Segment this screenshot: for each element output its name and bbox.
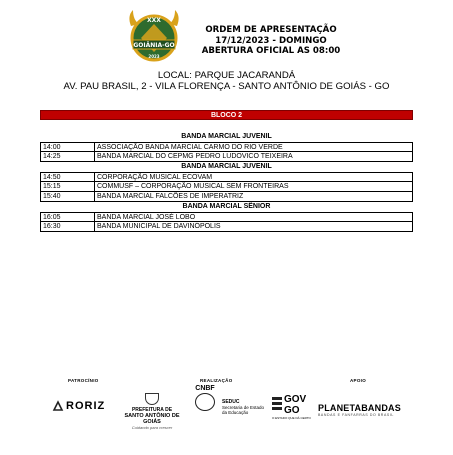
- row-time: 16:05: [41, 213, 95, 221]
- gov-stripes-icon: [272, 395, 284, 413]
- seduc-title: SEDUC: [222, 399, 240, 405]
- roriz-text: RORIZ: [66, 400, 106, 412]
- row-name: ASSOCIAÇÃO BANDA MARCIAL CARMO DO RIO VERDE: [97, 144, 283, 151]
- event-logo: [123, 6, 185, 68]
- section-title: BANDA MARCIAL JUVENIL: [181, 163, 272, 170]
- cnbf-logo: [192, 385, 218, 411]
- header-line-1: ORDEM DE APRESENTAÇÃO: [205, 25, 337, 35]
- gov-go-text: GOV GO: [284, 394, 307, 416]
- row-time: 15:15: [41, 182, 95, 191]
- seduc-logo: [222, 400, 264, 416]
- roriz-mark-icon: [52, 400, 64, 412]
- cnbf-text: CNBF: [195, 385, 215, 392]
- planetabandas-logo: [318, 403, 401, 417]
- row-time: 15:40: [41, 192, 95, 201]
- row-name: BANDA MARCIAL FALCÕES DE IMPERATRIZ: [97, 193, 244, 200]
- header-line-2: 17/12/2023 - DOMINGO: [215, 35, 327, 46]
- bloco-header: BLOCO 2: [40, 110, 413, 120]
- row-time: 14:00: [41, 143, 95, 151]
- row-time: 14:25: [41, 152, 95, 161]
- seduc-line-1: Secretaria de Estado: [222, 405, 265, 411]
- gov-go-logo: [272, 394, 311, 420]
- planetabandas-text: PLANETABANDAS: [318, 403, 401, 413]
- row-time: 16:30: [41, 222, 95, 231]
- seduc-line-2: da Educação: [222, 410, 249, 416]
- table-row: [40, 172, 413, 182]
- row-name: BANDA MUNICIPAL DE DAVINÓPOLIS: [97, 223, 221, 230]
- planetabandas-subtext: BANDAS E FANFARRAS DO BRASIL: [318, 413, 394, 417]
- santo-antonio-logo: [118, 393, 186, 430]
- apoio-label: APOIO: [350, 378, 367, 383]
- logo-top-text: XXX: [147, 17, 161, 24]
- header-title-block: [196, 25, 346, 57]
- table-row: [40, 152, 413, 162]
- santo-line-1: PREFEITURA DE: [131, 407, 173, 413]
- cnbf-emblem-icon: [195, 393, 215, 411]
- location-block: [40, 70, 413, 92]
- row-name: BANDA MARCIAL DO CEPMG PEDRO LUDOVICO TEIXEIRA: [97, 153, 293, 160]
- table-row: [40, 192, 413, 202]
- logo-name: GOIÂNIA-GO: [133, 42, 175, 49]
- santo-line-2: SANTO ANTÔNIO DE GOIÁS: [124, 413, 180, 425]
- roriz-logo: [52, 400, 105, 412]
- table-row: [40, 222, 413, 232]
- row-time: 14:50: [41, 173, 95, 181]
- patrocinio-label: PATROCÍNIO: [68, 378, 99, 383]
- header-line-3: ABERTURA OFICIAL AS 08:00: [201, 46, 341, 56]
- location-local: LOCAL: PARQUE JACARANDÁ: [157, 70, 296, 81]
- section-title: BANDA MARCIAL SÊNIOR: [182, 203, 271, 210]
- gov-go-subtext: O ESTADO QUE DÁ CERTO: [272, 416, 311, 420]
- table-row: [40, 182, 413, 192]
- table-row: [40, 212, 413, 222]
- santo-line-3: Cuidando para crescer: [131, 425, 173, 430]
- realizacao-label: REALIZAÇÃO: [200, 378, 233, 383]
- row-name: CORPORAÇÃO MUSICAL ECOVAM: [97, 174, 213, 181]
- table-row: [40, 142, 413, 152]
- crest-icon: [145, 393, 159, 405]
- row-name: BANDA MARCIAL JOSÉ LOBO: [97, 214, 196, 221]
- section-title: BANDA MARCIAL JUVENIL: [181, 133, 272, 140]
- location-address: AV. PAU BRASIL, 2 - VILA FLORENÇA - SANTO ANTÔNIO DE GOIÁS - GO: [63, 81, 390, 92]
- schedule-table: [40, 110, 413, 232]
- logo-year: 2023: [148, 54, 160, 59]
- row-name: COMMUSF – CORPORAÇÃO MUSICAL SEM FRONTEIRAS: [97, 183, 289, 190]
